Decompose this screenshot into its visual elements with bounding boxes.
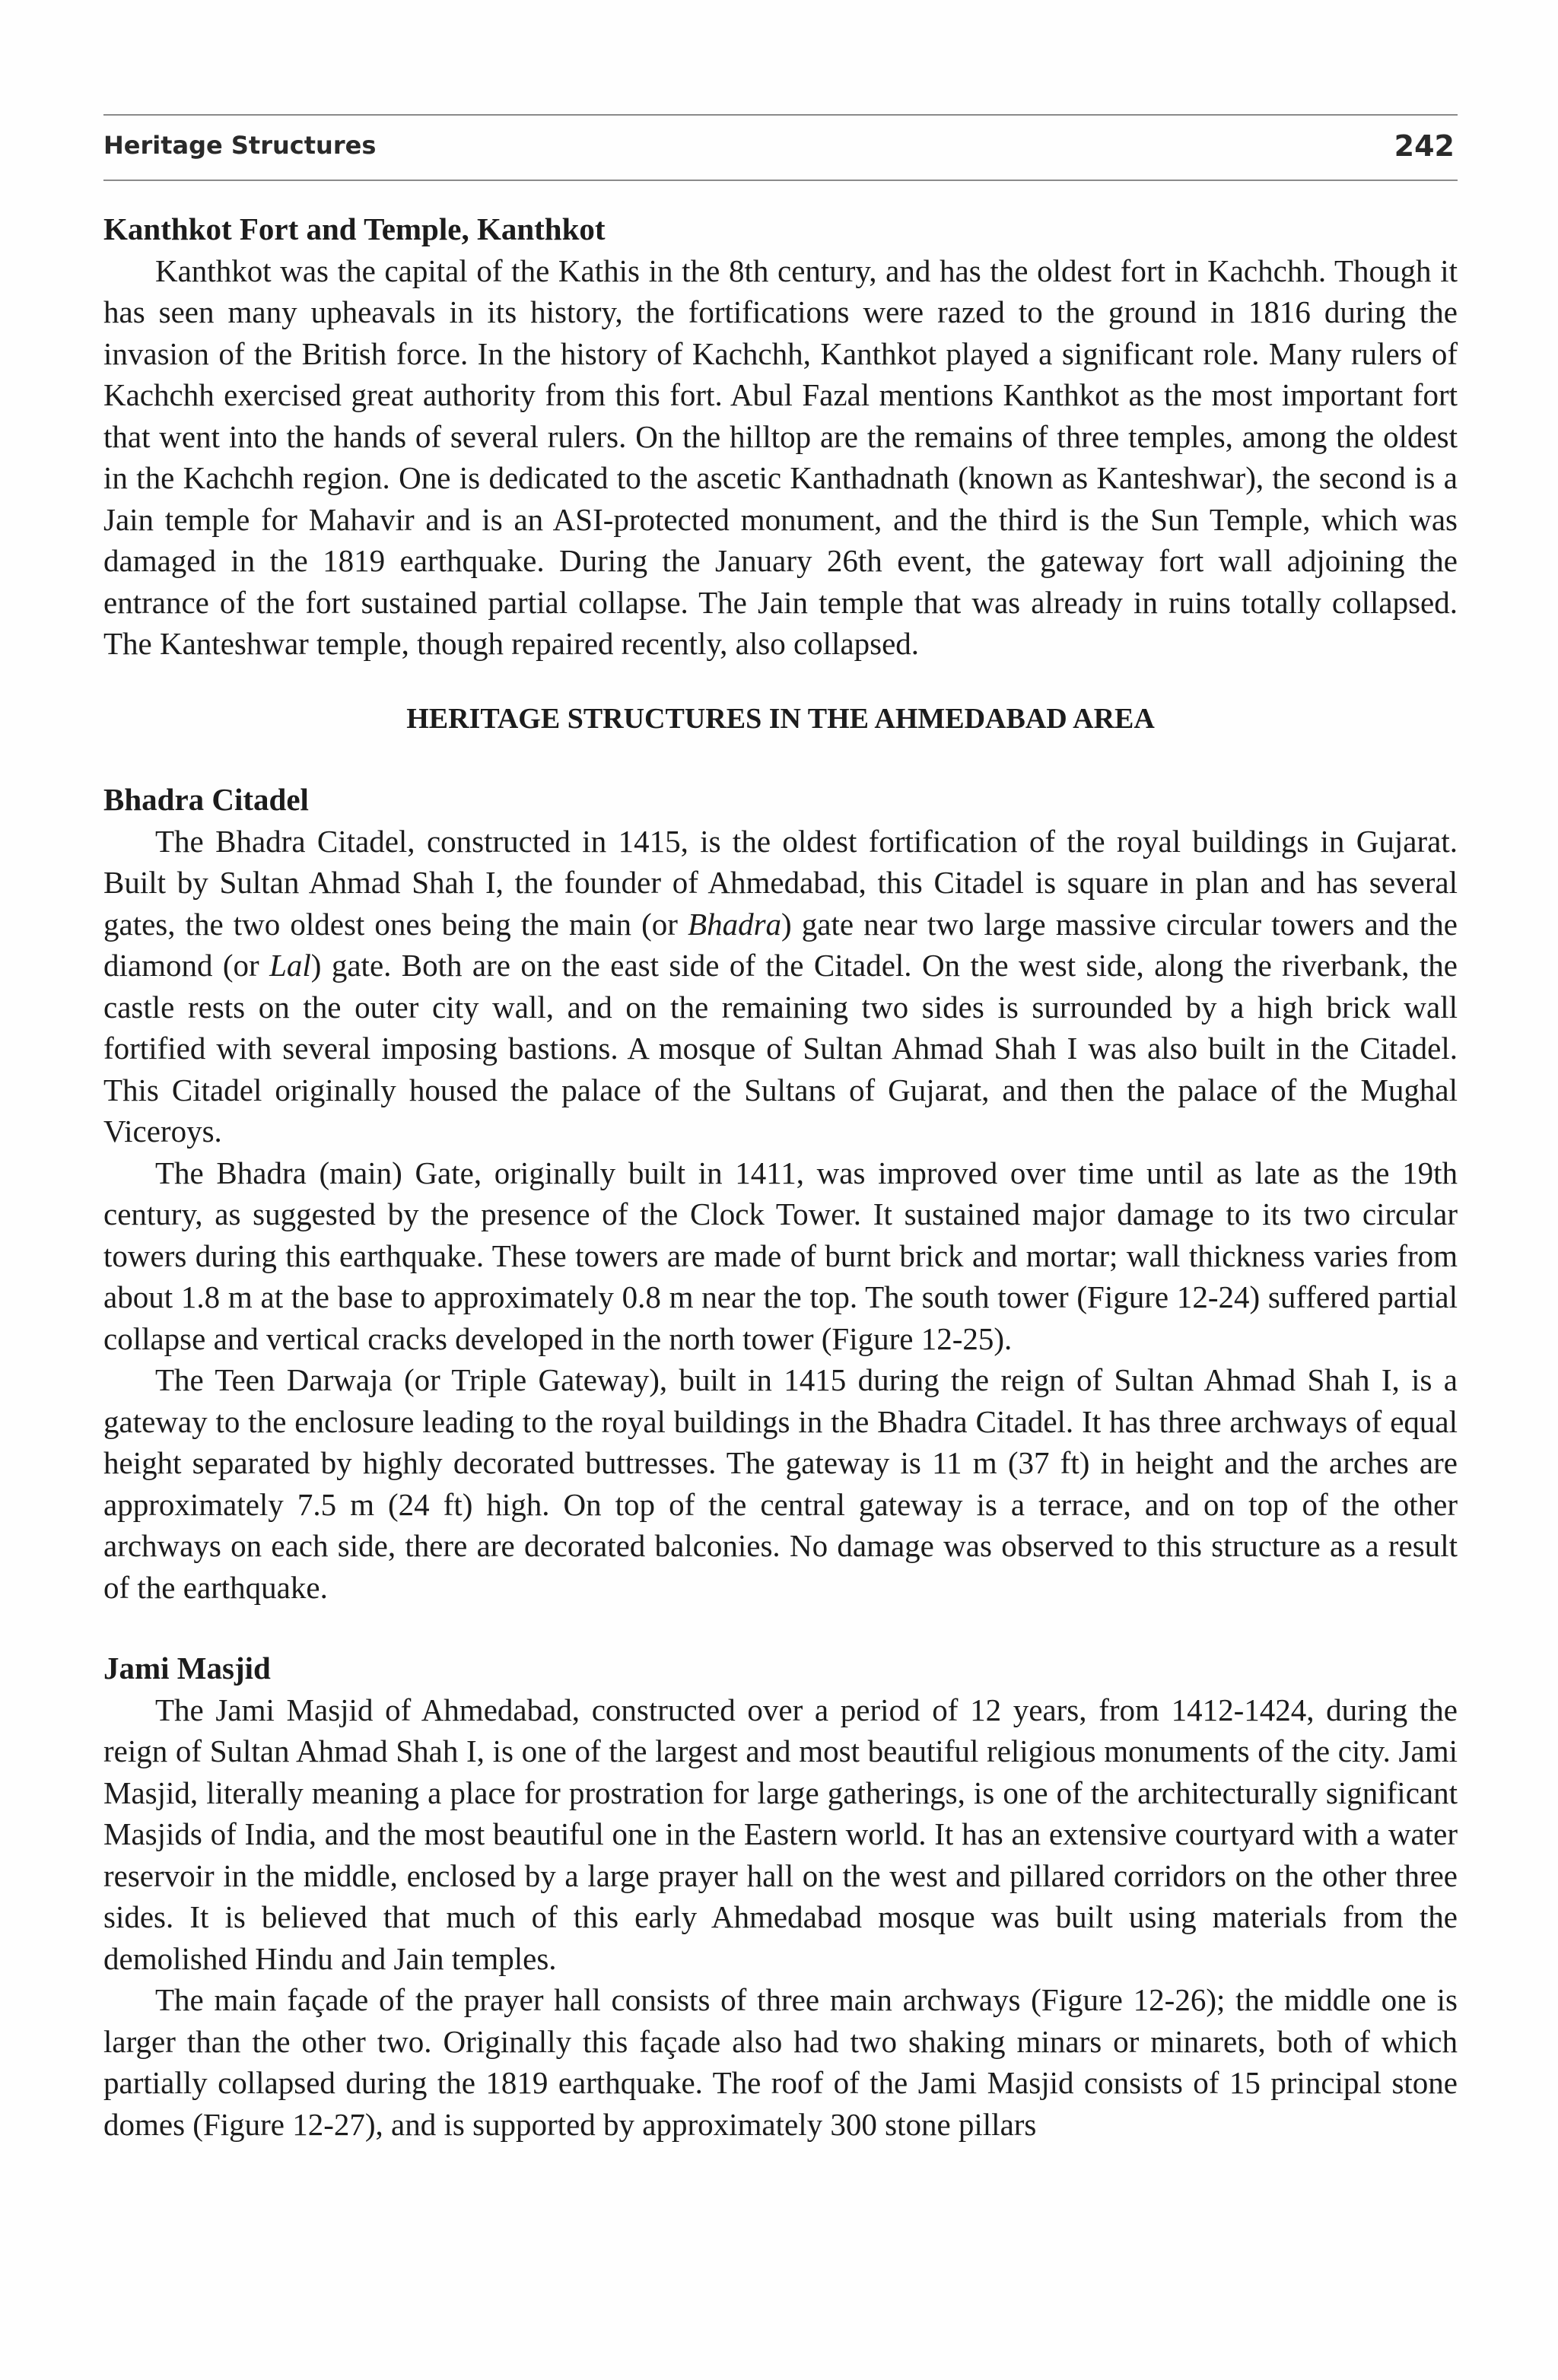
jami-paragraph-1: The Jami Masjid of Ahmedabad, constructed over a period of 12 years, from 1412-1424, during the reign of Sultan Ahmad Shah I, is one of the largest and most beautiful religious monuments of the city. Jami Masjid, literally meaning a place for prostration for large gatherings, is one of the architecturally significant Masjids of India, and the most beautiful one in the Eastern world. It has an extensive courtyard with a water reservoir in the middle, enclosed by a large prayer hall on the west and pillared corridors on the other three sides. It is believed that much of this early Ahmedabad mosque was built using materials from the demolished Hindu and Jain temples.	[103, 1692, 1458, 1976]
bhadra-paragraph-2: The Bhadra (main) Gate, originally built in 1411, was improved over time until as late as the 19th century, as suggested by the presence of the Clock Tower. It sustained major damage to its two circular towers during this earthquake. These towers are made of burnt brick and mortar; wall thickness varies from about 1.8 m at the base to approximately 0.8 m near the top. The south tower (Figure 12-24) suffered partial collapse and vertical cracks developed in the north tower (Figure 12-25).	[103, 1155, 1458, 1356]
article-body	[103, 208, 1458, 2145]
bhadra-p1-italic-bhadra: Bhadra	[688, 906, 782, 942]
kanthkot-paragraph-1: Kanthkot was the capital of the Kathis in the 8th century, and has the oldest fort in Kachchh. Though it has seen many upheavals in its history, the fortifications were razed to the ground in 1816 during the invasion of the British force. In the history of Kachchh, Kanthkot played a significant role. Many rulers of Kachchh exercised great authority from this fort. Abul Fazal mentions Kanthkot as the most important fort that went into the hands of several rulers. On the hilltop are the remains of three temples, among the oldest in the Kachchh region. One is dedicated to the ascetic Kanthadnath (known as Kanteshwar), the second is a Jain temple for Mahavir and is an ASI-protected monument, and the third is the Sun Temple, which was damaged in the 1819 earthquake. During the January 26th event, the gateway fort wall adjoining the entrance of the fort sustained partial collapse. The Jain temple that was already in ruins totally collapsed. The Kanteshwar temple, though repaired recently, also collapsed.	[103, 253, 1458, 661]
running-header-title: Heritage Structures	[103, 131, 377, 160]
bhadra-paragraph-1	[103, 821, 1458, 1152]
bhadra-paragraph-3: The Teen Darwaja (or Triple Gateway), built in 1415 during the reign of Sultan Ahmad Shah I, is a gateway to the enclosure leading to the royal buildings in the Bhadra Citadel. It has three archways of equal height separated by highly decorated buttresses. The gateway is 11 m (37 ft) in height and the arches are approximately 7.5 m (24 ft) high. On top of the central gateway is a terrace, and on top of the other archways on each side, there are decorated balconies. No damage was observed to this structure as a result of the earthquake.	[103, 1362, 1458, 1605]
bhadra-p1-text-b: ) gate near two large massive circular towers and the diamond (or	[103, 906, 1458, 983]
bhadra-p1-text-c: ) gate. Both are on the east side of the Citadel. On the west side, along the riverbank, the castle rests on the outer city wall, and on the remaining two sides is surrounded by a high brick wall fortified with several imposing bastions. A mosque of Sultan Ahmad Shah I was also built in the Citadel. This Citadel originally housed the palace of the Sultans of Gujarat, and then the palace of the Mughal Viceroys.	[103, 948, 1458, 1149]
document-page	[103, 114, 1458, 2145]
ahmedabad-section-heading: HERITAGE STRUCTURES IN THE AHMEDABAD AREA	[406, 702, 1155, 735]
page-number: 242	[1394, 129, 1455, 163]
bhadra-p1-italic-lal: Lal	[269, 948, 311, 983]
running-header	[103, 114, 1458, 181]
bhadra-p1-text-a: The Bhadra Citadel, constructed in 1415, is the oldest fortification of the royal buildings in Gujarat. Built by Sultan Ahmad Shah I, the founder of Ahmedabad, this Citadel is square in plan and has several gates, the two oldest ones being the main (or	[103, 823, 1458, 942]
kanthkot-heading: Kanthkot Fort and Temple, Kanthkot	[103, 211, 606, 246]
jami-masjid-heading: Jami Masjid	[103, 1651, 271, 1686]
jami-paragraph-2: The main façade of the prayer hall consists of three main archways (Figure 12-26); the middle one is larger than the other two. Originally this façade also had two shaking minars or minarets, both of which partially collapsed during the 1819 earthquake. The roof of the Jami Masjid consists of 15 principal stone domes (Figure 12-27), and is supported by approximately 300 stone pillars	[103, 1982, 1458, 2142]
bhadra-heading: Bhadra Citadel	[103, 782, 309, 817]
